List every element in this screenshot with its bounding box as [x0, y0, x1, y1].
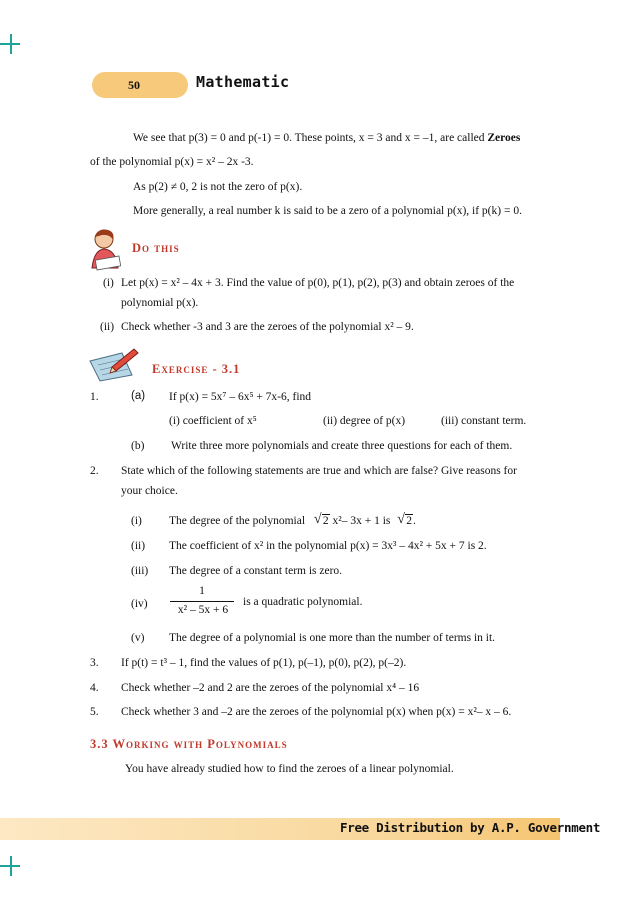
- q2-ii-label: (ii): [131, 540, 146, 552]
- intro-line-4: More generally, a real number k is said to be a zero of a polynomial p(x), if p(k) = 0.: [133, 205, 522, 217]
- do-this-ii-text: Check whether -3 and 3 are the zeroes of the polynomial x² – 9.: [121, 321, 414, 333]
- q2-iii-label: (iii): [131, 565, 149, 577]
- do-this-ii-label: (ii): [100, 321, 115, 333]
- q2-iv-text: is a quadratic polynomial.: [243, 596, 363, 608]
- fraction-bar: [170, 601, 234, 602]
- q3-text: If p(t) = t³ – 1, find the values of p(1), p(–1), p(0), p(2), p(–2).: [121, 657, 407, 669]
- fraction-numerator: 1: [199, 585, 205, 597]
- q1a-part-ii: (ii) degree of p(x): [323, 415, 406, 427]
- zeroes-term: Zeroes: [487, 132, 521, 144]
- q2-i-sqrt-value: 2: [322, 515, 329, 527]
- q2-i-mid: x²– 3x + 1 is: [332, 515, 391, 527]
- q2-i-text: [169, 512, 416, 527]
- q2-i-end: .: [413, 515, 416, 527]
- q1a-part-iii: (iii) constant term.: [441, 415, 527, 427]
- do-this-i-text: Let p(x) = x² – 4x + 3. Find the value of p(0), p(1), p(2), p(3) and obtain zeroes of the: [121, 277, 515, 289]
- q2-iii-text: The degree of a constant term is zero.: [169, 565, 343, 577]
- page-number-badge: [92, 72, 188, 98]
- do-this-i-text-2: polynomial p(x).: [121, 297, 199, 309]
- q1a-text: If p(x) = 5x⁷ – 6x⁵ + 7x-6, find: [169, 391, 312, 403]
- section-heading: 3.3 Working with Polynomials: [90, 737, 288, 751]
- q2-text-2: your choice.: [121, 485, 178, 497]
- q2-i-sqrt2-value: 2: [406, 515, 413, 527]
- q2-i-sqrt2-group: [397, 512, 413, 527]
- crop-mark-top-v: [10, 34, 12, 54]
- q2-i-sqrt-group: [313, 512, 330, 527]
- q1a-part-i: (i) coefficient of x⁵: [169, 415, 257, 427]
- footer-text: Free Distribution by A.P. Government: [340, 820, 601, 835]
- q2-i-pre: The degree of the polynomial: [169, 515, 306, 527]
- q1b-label: (b): [131, 440, 145, 452]
- q2-v-label: (v): [131, 632, 145, 644]
- student-reading-icon: [88, 228, 124, 272]
- q3-number: 3.: [90, 657, 99, 669]
- exercise-heading: Exercise - 3.1: [152, 362, 241, 376]
- q1b-text: Write three more polynomials and create three questions for each of them.: [171, 440, 513, 452]
- intro-line-1: [133, 132, 520, 144]
- running-title: Mathematic: [196, 73, 290, 91]
- q1-number: 1.: [90, 391, 99, 403]
- q2-text-1: State which of the following statements are true and which are false? Give reasons for: [121, 465, 517, 477]
- sqrt-symbol: √: [397, 512, 405, 527]
- q4-text: Check whether –2 and 2 are the zeroes of the polynomial x⁴ – 16: [121, 682, 420, 694]
- q2-iv-label: (iv): [131, 598, 148, 610]
- q2-number: 2.: [90, 465, 99, 477]
- q2-v-text: The degree of a polynomial is one more than the number of terms in it.: [169, 632, 496, 644]
- q1a-label: (a): [131, 390, 146, 402]
- q5-text: Check whether 3 and –2 are the zeroes of the polynomial p(x) when p(x) = x²– x – 6.: [121, 706, 512, 718]
- intro-text: We see that p(3) = 0 and p(-1) = 0. These points, x = 3 and x = –1, are called: [133, 132, 485, 144]
- section-text: You have already studied how to find the zeroes of a linear polynomial.: [125, 763, 454, 775]
- intro-line-2: of the polynomial p(x) = x² – 2x -3.: [90, 156, 254, 168]
- crop-mark-bottom-v: [10, 856, 12, 876]
- pencil-notebook-icon: [88, 347, 140, 383]
- page-number: 50: [128, 78, 140, 92]
- do-this-i-label: (i): [103, 277, 114, 289]
- do-this-heading: Do this: [132, 241, 180, 255]
- q4-number: 4.: [90, 682, 99, 694]
- q5-number: 5.: [90, 706, 99, 718]
- fraction-denominator: x² – 5x + 6: [177, 604, 229, 616]
- intro-line-3: As p(2) ≠ 0, 2 is not the zero of p(x).: [133, 181, 303, 193]
- q2-i-label: (i): [131, 515, 142, 527]
- sqrt-symbol: √: [313, 512, 322, 527]
- q2-ii-text: The coefficient of x² in the polynomial p(x) = 3x³ – 4x² + 5x + 7 is 2.: [169, 540, 487, 552]
